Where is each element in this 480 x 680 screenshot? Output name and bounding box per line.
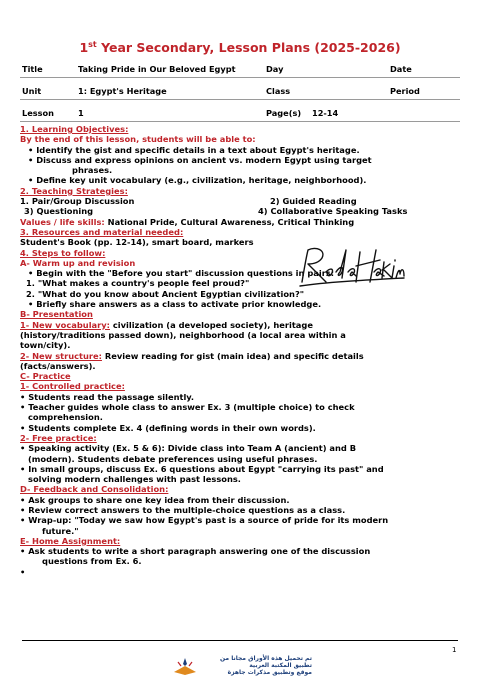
list-item-continued: (modern). Students debate preferences using useful phrases. <box>28 453 318 464</box>
list-item-continued: phrases. <box>72 165 113 176</box>
subheading-presentation: B- Presentation <box>20 309 93 320</box>
subheading-home-assignment: E- Home Assignment: <box>20 535 121 546</box>
list-item: • Ask groups to share one key idea from their discussion. <box>20 494 290 505</box>
resources-text: Student's Book (pp. 12-14), smart board, markers <box>20 237 254 248</box>
structure-line <box>20 351 465 361</box>
list-item: • Review correct answers to the multiple-choice questions as a class. <box>20 504 346 515</box>
unit-label: Unit <box>22 86 42 96</box>
list-item-continued: solving modern challenges with past lessons. <box>28 474 241 485</box>
pages-label: Page(s) <box>266 108 302 118</box>
empty-bullet: • <box>20 566 26 577</box>
strategy-item: 2) Guided Reading <box>270 196 357 207</box>
home-text: Ask students to write a short paragraph answering one of the discussion <box>28 546 371 557</box>
list-item: • Students complete Ex. 4 (defining words in their own words). <box>20 422 316 433</box>
list-item: • Discuss and express opinions on ancient vs. modern Egypt using target <box>28 154 372 165</box>
objective-text: Identify the gist and specific details in a text about Egypt's heritage. <box>36 144 360 155</box>
list-item: • Speaking activity (Ex. 5 & 6): Divide class into Team A (ancient) and B <box>20 443 357 454</box>
list-item: • Begin with the "Before you start" discussion questions in pairs: <box>28 268 335 279</box>
structure-label: 2- New structure: <box>20 350 102 361</box>
divider <box>20 99 460 100</box>
feedback-text: Wrap-up: "Today we saw how Egypt's past is a source of pride for its modern <box>28 515 389 526</box>
title-value: Taking Pride in Our Beloved Egypt <box>78 64 236 74</box>
list-item-continued: comprehension. <box>28 412 103 423</box>
vocab-label: 1- New vocabulary: <box>20 319 110 330</box>
title-superscript: st <box>88 40 97 49</box>
list-item: • Briefly share answers as a class to activate prior knowledge. <box>28 299 322 310</box>
section-heading-steps: 4. Steps to follow: <box>20 247 106 258</box>
list-item: 2. "What do you know about Ancient Egyptian civilization?" <box>26 288 305 299</box>
unit-value: 1: Egypt's Heritage <box>78 86 167 96</box>
title-label: Title <box>22 64 43 74</box>
values-line <box>20 217 465 227</box>
strategy-item: 3) Questioning <box>24 206 94 217</box>
feedback-text: Ask groups to share one key idea from their discussion. <box>28 494 290 505</box>
warmup-text: Briefly share answers as a class to activate prior knowledge. <box>36 299 322 310</box>
objective-text: Define key unit vocabulary (e.g., civilization, heritage, neighborhood). <box>36 175 367 186</box>
warmup-text: Begin with the "Before you start" discussion questions in pairs: <box>36 268 335 279</box>
list-item: • In small groups, discuss Ex. 6 questions about Egypt "carrying its past" and <box>20 463 384 474</box>
practice-text: Students read the passage silently. <box>28 391 195 402</box>
vocab-text: civilization (a developed society), heritage <box>109 319 313 330</box>
divider <box>20 121 460 122</box>
class-label: Class <box>266 86 291 96</box>
footer-logo-text <box>202 655 312 677</box>
practice-text: In small groups, discuss Ex. 6 questions about Egypt "carrying its past" and <box>28 463 384 474</box>
title-year-number: 1 <box>79 40 89 56</box>
list-item: 1. "What makes a country's people feel proud?" <box>26 278 250 289</box>
list-item: • Identify the gist and specific details in a text about Egypt's heritage. <box>28 144 360 155</box>
logo-line: موقع وتطبيق مذكرات جاهزة <box>227 669 312 677</box>
subheading-free-practice: 2- Free practice: <box>20 432 97 443</box>
section-heading-objectives: 1. Learning Objectives: <box>20 124 129 134</box>
footer-divider <box>22 640 458 641</box>
list-item-continued: future." <box>42 525 79 536</box>
list-item: • Students read the passage silently. <box>20 391 195 402</box>
values-label: Values / life skills: <box>20 216 105 227</box>
page-number: 1 <box>452 646 457 654</box>
strategy-item: 1. Pair/Group Discussion <box>20 196 135 207</box>
footer-logo <box>172 654 322 678</box>
structure-line: (facts/answers). <box>20 360 96 371</box>
page-title <box>0 40 480 55</box>
pages-value: 12-14 <box>312 108 339 118</box>
vocab-line <box>20 320 465 330</box>
strategies-row-1 <box>20 196 465 206</box>
logo-line: تطبيق المكتبة العربية <box>249 662 312 670</box>
strategies-row-2 <box>20 206 465 216</box>
books-logo-icon <box>172 656 198 676</box>
divider <box>20 77 460 78</box>
list-item-continued: questions from Ex. 6. <box>42 556 142 567</box>
lesson-label: Lesson <box>22 108 54 118</box>
logo-line: تم تحميل هذه الأوراق مجانا من <box>219 655 312 662</box>
day-label: Day <box>266 64 284 74</box>
objectives-intro: By the end of this lesson, students will be able to: <box>20 134 256 145</box>
lesson-value: 1 <box>78 108 84 118</box>
section-heading-resources: 3. Resources and material needed: <box>20 226 184 237</box>
objective-text: Discuss and express opinions on ancient vs. modern Egypt using target <box>36 154 372 165</box>
signature-image <box>296 242 406 290</box>
list-item: • Teacher guides whole class to answer Ex. 3 (multiple choice) to check <box>20 402 355 413</box>
vocab-line: town/city). <box>20 340 71 351</box>
practice-text: Students complete Ex. 4 (defining words in their own words). <box>28 422 316 433</box>
structure-text: Review reading for gist (main idea) and specific details <box>101 350 364 361</box>
vocab-line: (history/traditions passed down), neighborhood (a local area within a <box>20 329 346 340</box>
title-text: Year Secondary, Lesson Plans (2025-2026) <box>96 40 401 56</box>
values-text: National Pride, Cultural Awareness, Critical Thinking <box>107 216 355 227</box>
list-item: • Ask students to write a short paragraph answering one of the discussion <box>20 546 371 557</box>
subheading-feedback: D- Feedback and Consolidation: <box>20 484 169 495</box>
strategy-item: 4) Collaborative Speaking Tasks <box>258 206 408 217</box>
date-label: Date <box>390 64 412 74</box>
period-label: Period <box>390 86 420 96</box>
subheading-practice: C- Practice <box>20 371 71 382</box>
feedback-text: Review correct answers to the multiple-choice questions as a class. <box>28 504 346 515</box>
list-item: • Define key unit vocabulary (e.g., civilization, heritage, neighborhood). <box>28 175 367 186</box>
lesson-content <box>20 124 465 577</box>
list-item: • Wrap-up: "Today we saw how Egypt's past is a source of pride for its modern <box>20 515 389 526</box>
section-heading-strategies: 2. Teaching Strategies: <box>20 185 128 196</box>
practice-text: Speaking activity (Ex. 5 & 6): Divide class into Team A (ancient) and B <box>28 443 357 454</box>
practice-text: Teacher guides whole class to answer Ex. 3 (multiple choice) to check <box>28 402 355 413</box>
subheading-controlled-practice: 1- Controlled practice: <box>20 381 125 392</box>
subheading-warmup: A- Warm up and revision <box>20 257 136 268</box>
